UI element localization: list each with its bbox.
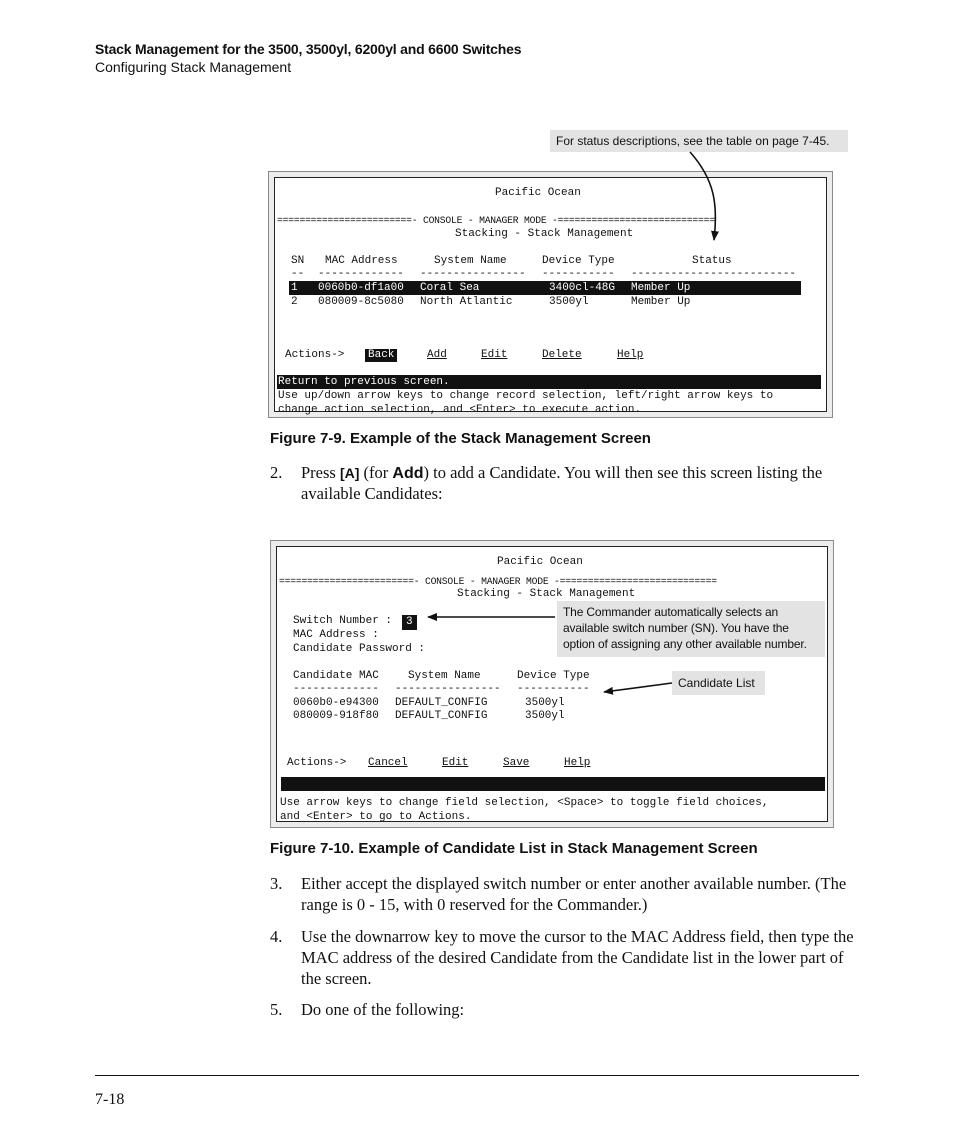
- row2-mac: 080009-8c5080: [318, 296, 404, 308]
- dash2-mac: -------------: [293, 683, 379, 695]
- step-5-text: Do one of the following:: [301, 1000, 465, 1019]
- row1-mac: 0060b0-df1a00: [318, 282, 404, 294]
- row2-type: 3500yl: [549, 296, 589, 308]
- delete-action-label: Delete: [542, 349, 582, 361]
- screen2-subtitle: Stacking - Stack Management: [457, 588, 636, 600]
- switch-number-field[interactable]: 3: [402, 615, 417, 630]
- screen-title: Pacific Ocean: [495, 187, 581, 199]
- cand2-type: 3500yl: [525, 710, 565, 722]
- dash-status: -------------------------: [631, 268, 797, 280]
- step-2-pre: Press: [301, 463, 340, 482]
- step-5-number: 5.: [270, 1000, 283, 1019]
- dash-sn: --: [291, 268, 305, 280]
- col-candidate-mac: Candidate MAC: [293, 670, 379, 682]
- status-arrow: [690, 152, 715, 240]
- candidate-list-arrow: [604, 683, 672, 692]
- help-action-2-label: Help: [564, 757, 591, 769]
- screen2-actions-label: Actions->: [287, 757, 347, 769]
- cand1-mac[interactable]: 0060b0-e94300: [293, 697, 379, 709]
- row1-sn: 1: [291, 282, 298, 294]
- step-4-text: Use the downarrow key to move the cursor to the MAC Address field, then type the MAC address of the desired Candidate from the Candidate list in the lower part of the screen.: [301, 927, 854, 988]
- add-action-label: Add: [427, 349, 447, 361]
- step-2-mid: (for: [359, 463, 393, 482]
- running-header-subtitle: Configuring Stack Management: [95, 59, 292, 75]
- status-callout: For status descriptions, see the table on page 7-45.: [550, 130, 848, 152]
- row1-status: Member Up: [631, 282, 691, 294]
- col-system-name: System Name: [434, 255, 507, 267]
- dash-type: -----------: [542, 268, 615, 280]
- screen2-help-line-2: and <Enter> to go to Actions.: [280, 811, 472, 823]
- step-2-post: ) to add a Candidate. You will then see this screen listing the available Candidates:: [301, 463, 823, 503]
- dash2-type: -----------: [517, 683, 590, 695]
- cand2-mac[interactable]: 080009-918f80: [293, 710, 379, 722]
- help-line-2: change action selection, and <Enter> to execute action.: [278, 404, 642, 416]
- dash-mac: -------------: [318, 268, 404, 280]
- step-3-text: Either accept the displayed switch number or enter another available number. (The range is 0 - 15, with 0 reserved for the Commander.): [301, 874, 847, 914]
- dash2-name: ----------------: [395, 683, 501, 695]
- screen2-mode-line: ========================- CONSOLE - MANAGER MODE -============================: [279, 576, 717, 587]
- col2-device-type: Device Type: [517, 670, 590, 682]
- step-3-number: 3.: [270, 874, 283, 893]
- row1-type: 3400cl-48G: [549, 282, 616, 294]
- actions-label: Actions->: [285, 349, 345, 361]
- running-header-title: Stack Management for the 3500, 3500yl, 6200yl and 6600 Switches: [95, 41, 522, 57]
- message-text: Return to previous screen.: [278, 376, 450, 388]
- screen2-title: Pacific Ocean: [497, 556, 583, 568]
- screen2-help-line-1: Use arrow keys to change field selection, <Space> to toggle field choices,: [280, 797, 769, 809]
- help-action-label: Help: [617, 349, 644, 361]
- edit-action-label: Edit: [481, 349, 508, 361]
- col-status: Status: [692, 255, 732, 267]
- row2-status: Member Up: [631, 296, 691, 308]
- col2-system-name: System Name: [408, 670, 481, 682]
- switch-number-label: Switch Number :: [293, 615, 393, 627]
- step-2-number: 2.: [270, 463, 283, 482]
- add-keyword: Add: [392, 465, 424, 482]
- row2-name: North Atlantic: [420, 296, 513, 308]
- edit-action-2-label: Edit: [442, 757, 469, 769]
- candidate-password-label: Candidate Password :: [293, 643, 426, 655]
- cand1-name: DEFAULT_CONFIG: [395, 697, 488, 709]
- candidate-list-callout: Candidate List: [672, 671, 765, 695]
- step-4-number: 4.: [270, 927, 283, 946]
- cand2-name: DEFAULT_CONFIG: [395, 710, 488, 722]
- switch-number-callout: The Commander automatically selects an available switch number (SN). You have the option of assigning any other available number.: [557, 601, 825, 657]
- save-action-label: Save: [503, 757, 530, 769]
- key-a: [A]: [339, 465, 360, 481]
- back-action[interactable]: Back: [365, 349, 397, 362]
- dash-name: ----------------: [420, 268, 526, 280]
- figure-7-10-caption: Figure 7-10. Example of Candidate List in Stack Management Screen: [270, 840, 758, 857]
- row1-name: Coral Sea: [420, 282, 480, 294]
- cand1-type: 3500yl: [525, 697, 565, 709]
- figure-7-9-caption: Figure 7-9. Example of the Stack Management Screen: [270, 430, 651, 447]
- col-device-type: Device Type: [542, 255, 615, 267]
- screen-subtitle: Stacking - Stack Management: [455, 228, 634, 240]
- row2-sn: 2: [291, 296, 298, 308]
- mac-address-label: MAC Address :: [293, 629, 379, 641]
- col-mac: MAC Address: [325, 255, 398, 267]
- col-sn: SN: [291, 255, 305, 267]
- help-line-1: Use up/down arrow keys to change record selection, left/right arrow keys to: [278, 390, 774, 402]
- page-number: 7-18: [95, 1091, 125, 1108]
- mode-line: ========================- CONSOLE - MANAGER MODE -============================: [277, 215, 715, 226]
- cancel-action-label: Cancel: [368, 757, 408, 769]
